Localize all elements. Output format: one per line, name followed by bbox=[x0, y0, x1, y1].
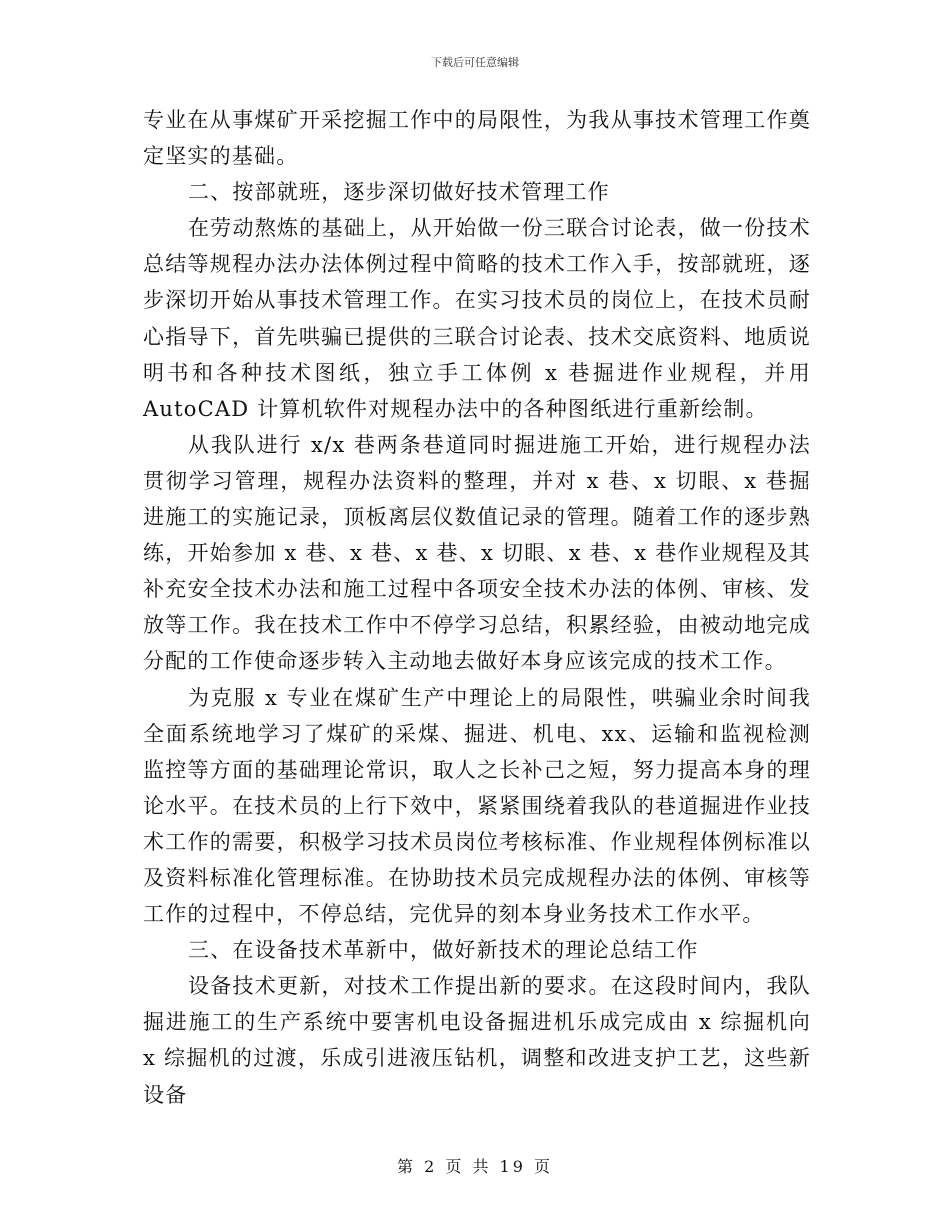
page-number: 第 2 页 共 19 页 bbox=[397, 1157, 553, 1176]
page-header: 下载后可任意编辑 bbox=[431, 56, 519, 69]
paragraph: 从我队进行 x/x 巷两条巷道同时掘进施工开始，进行规程办法贯彻学习管理，规程办法资料的整理，并对 x 巷、x 切眼、x 巷掘进施工的实施记录，顶板离层仪数值记录的管理。随着工作的逐步熟练，开始参加 x 巷、x 巷、x 巷、x 切眼、x 巷、x 巷作业规程及其补充安全技术办法和施工过程中各项安全技术办法的体例、审核、发放等工作。我在技术工作中不停学习总结，积累经验，由被动地完成分配的工作使命逐步转入主动地去做好本身应该完成的技术工作。 bbox=[143, 432, 811, 674]
section-heading-3: 三、在设备技术革新中，做好新技术的理论总结工作 bbox=[188, 938, 699, 963]
paragraph: 设备技术更新，对技术工作提出新的要求。在这段时间内，我队掘进施工的生产系统中要害机电设备掘进机乐成完成由 x 综掘机向 x 综掘机的过渡，乐成引进液压钻机，调整和改进支护工艺，这些新设备 bbox=[143, 974, 811, 1107]
paragraph: 在劳动熬炼的基础上，从开始做一份三联合讨论表，做一份技术总结等规程办法办法体例过程中简略的技术工作入手，按部就班，逐步深切开始从事技术管理工作。在实习技术员的岗位上，在技术员耐心指导下，首先哄骗已提供的三联合讨论表、技术交底资料、地质说明书和各种技术图纸，独立手工体例 x 巷掘进作业规程，并用 AutoCAD 计算机软件对规程办法中的各种图纸进行重新绘制。 bbox=[143, 216, 811, 421]
paragraph: 为克服 x 专业在煤矿生产中理论上的局限性，哄骗业余时间我全面系统地学习了煤矿的采煤、掘进、机电、xx、运输和监视检测监控等方面的基础理论常识，取人之长补己之短，努力提高本身的理论水平。在技术员的上行下效中，紧紧围绕着我队的巷道掘进作业技术工作的需要，积极学习技术员岗位考核标准、作业规程体例标准以及资料标准化管理标准。在协助技术员完成规程办法的体例、审核等工作的过程中，不停总结，完优异的刻本身业务技术工作水平。 bbox=[143, 685, 811, 927]
section-heading-2: 二、按部就班，逐步深切做好技术管理工作 bbox=[188, 180, 610, 205]
paragraph-continuation: 专业在从事煤矿开采挖掘工作中的局限性，为我从事技术管理工作奠定坚实的基础。 bbox=[143, 108, 811, 169]
document-body bbox=[143, 102, 811, 1113]
